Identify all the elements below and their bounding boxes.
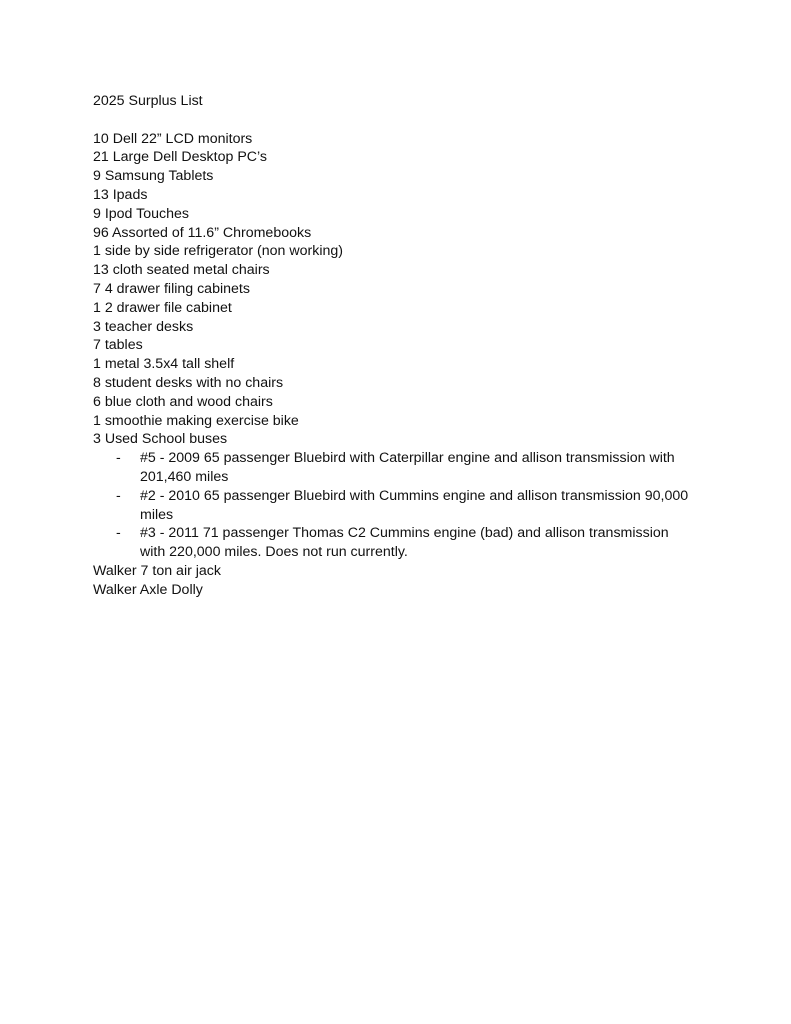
list-item: 8 student desks with no chairs (93, 374, 284, 391)
bus-description: #5 - 2009 65 passenger Bluebird with Caterpillar engine and allison transmission with 201,460 miles (140, 450, 675, 485)
list-item: 10 Dell 22” LCD monitors (93, 130, 253, 147)
page-title: 2025 Surplus List (93, 93, 203, 109)
blank-line (93, 111, 703, 130)
list-item: 96 Assorted of 11.6” Chromebooks (93, 224, 312, 241)
dash-bullet: - (116, 525, 121, 542)
list-item: 9 Ipod Touches (93, 205, 189, 222)
list-item: 3 Used School buses (93, 431, 228, 448)
bus-description: #3 - 2011 71 passenger Thomas C2 Cummins engine (bad) and allison transmission with 220,000 miles. Does not run currently. (140, 525, 669, 561)
list-item: 7 tables (93, 337, 143, 354)
list-item: 1 smoothie making exercise bike (93, 412, 299, 429)
list-item: Walker 7 ton air jack (93, 562, 221, 579)
list-item: 13 Ipads (93, 186, 148, 203)
list-item: 21 Large Dell Desktop PC’s (93, 149, 268, 166)
list-item: 1 metal 3.5x4 tall shelf (93, 356, 235, 373)
school-bus-list (93, 449, 703, 562)
list-item: 9 Samsung Tablets (93, 168, 214, 185)
list-item: Walker Axle Dolly (93, 581, 203, 598)
list-item: 7 4 drawer filing cabinets (93, 280, 250, 297)
list-item: 1 side by side refrigerator (non working) (93, 243, 343, 260)
dash-bullet: - (116, 450, 121, 467)
list-item: 3 teacher desks (93, 318, 194, 335)
list-item: 13 cloth seated metal chairs (93, 262, 270, 279)
bus-description: #2 - 2010 65 passenger Bluebird with Cummins engine and allison transmission 90,000 miles (140, 487, 689, 523)
list-item: 1 2 drawer file cabinet (93, 299, 232, 316)
dash-bullet: - (116, 487, 121, 504)
bus-list-item (93, 524, 693, 562)
document-content (93, 92, 703, 600)
surplus-item-list (93, 130, 703, 450)
bus-list-item (93, 449, 693, 487)
equipment-list (93, 562, 703, 600)
list-item: 6 blue cloth and wood chairs (93, 393, 273, 410)
bus-list-item (93, 487, 693, 525)
